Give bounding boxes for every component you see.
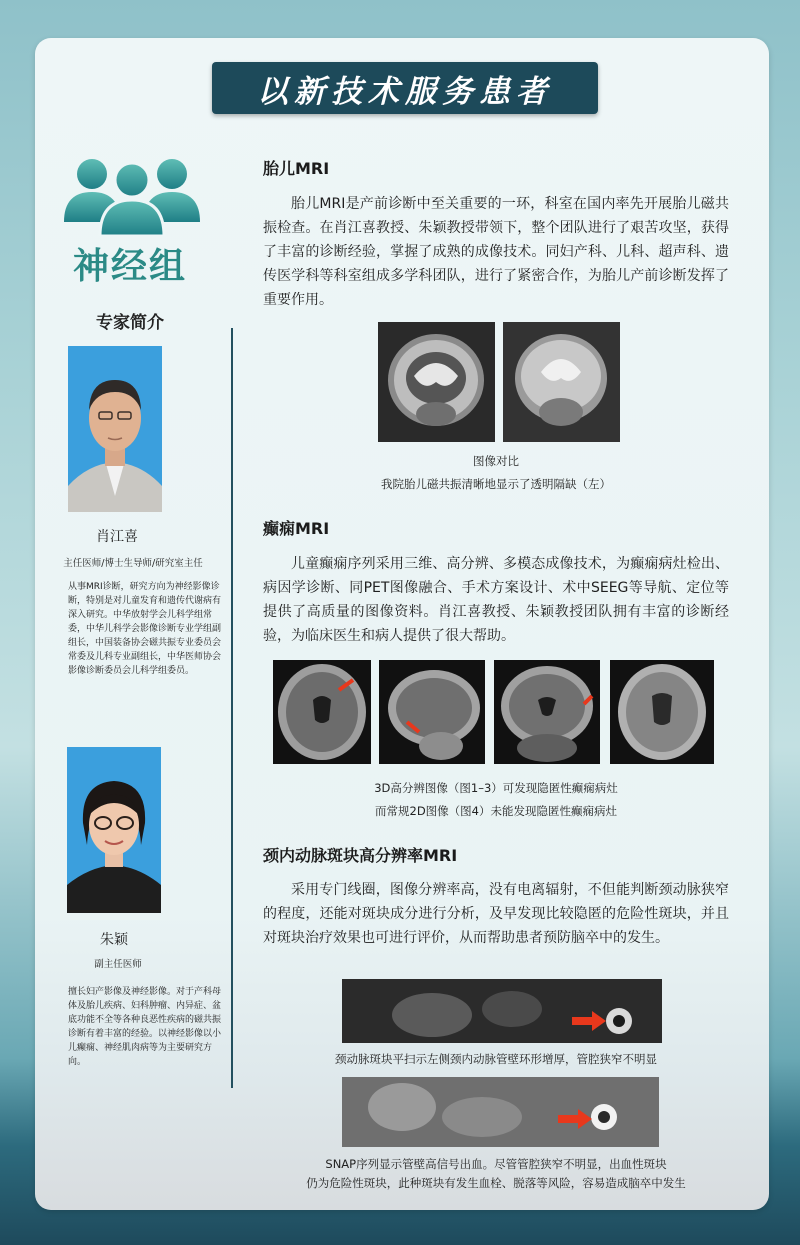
epilepsy-mri-image bbox=[610, 660, 714, 764]
section-text: 胎儿MRI是产前诊断中至关重要的一环，科室在国内率先开展胎儿磁共振检查。在肖江喜教授、朱颖教授带领下，整个团队进行了艰苦攻坚，获得了丰富的诊断经验，掌握了成熟的成像技术。同妇产科、儿科、超声科、遗传医学科等科室组成多学科团队，进行了紧密合作，为胎儿产前诊断发挥了重要作用。 bbox=[263, 196, 729, 308]
section-heading: 癫痫MRI bbox=[263, 519, 330, 538]
image-caption: SNAP序列显示管壁高信号出血。尽管管腔狭窄不明显，出血性斑块 bbox=[325, 1157, 667, 1171]
expert-title: 副主任医师 bbox=[94, 959, 142, 970]
image-caption: 而常规2D图像（图4）未能发现隐匿性癫痫病灶 bbox=[375, 804, 617, 818]
experts-heading: 专家简介 bbox=[96, 313, 164, 333]
banner-title: 以新技术服务患者 bbox=[257, 73, 553, 110]
expert-photo bbox=[68, 346, 162, 512]
expert-name: 朱颖 bbox=[100, 932, 128, 948]
image-caption: 颈动脉斑块平扫示左侧颈内动脉管壁环形增厚，管腔狭窄不明显 bbox=[335, 1052, 657, 1066]
section-text: 儿童癫痫序列采用三维、高分辨、多模态成像技术，为癫痫病灶检出、病因学诊断、同PET图像融合、手术方案设计、术中SEEG等导航、定位等提供了高质量的图像资料。肖江喜教授、朱颖教授团队拥有丰富的诊断经验，为临床医生和病人提供了很大帮助。 bbox=[263, 556, 729, 644]
expert-bio: 擅长妇产影像及神经影像。对于产科母体及胎儿疾病、妇科肿瘤、内异症、盆底功能不全等各种良恶性疾病的磁共振诊断有着丰富的经验。以神经影像以小儿癫痫、神经肌肉病等为主要研究方向。 bbox=[68, 987, 222, 1067]
section-heading: 胎儿MRI bbox=[263, 159, 330, 178]
image-caption: 3D高分辨图像（图1–3）可发现隐匿性癫痫病灶 bbox=[374, 781, 618, 795]
carotid-mri-image bbox=[342, 979, 662, 1043]
fetal-mri-image bbox=[503, 322, 620, 442]
carotid-snap-mri-image bbox=[342, 1077, 659, 1147]
section-heading: 颈内动脉斑块高分辨率MRI bbox=[263, 846, 458, 865]
section-text: 采用专门线圈，图像分辨率高，没有电离辐射，不但能判断颈动脉狭窄的程度，还能对斑块成分进行分析，及早发现比较隐匿的危险性斑块，并且对斑块治疗效果也可进行评价，从而帮助患者预防脑卒中的发生。 bbox=[263, 882, 729, 946]
fetal-mri-image bbox=[378, 322, 495, 442]
image-caption: 仍为危险性斑块，此种斑块有发生血栓、脱落等风险，容易造成脑卒中发生 bbox=[306, 1176, 686, 1190]
title-banner bbox=[212, 62, 598, 114]
column-divider bbox=[231, 328, 233, 1088]
expert-title: 主任医师/博士生导师/研究室主任 bbox=[63, 558, 203, 569]
expert-photo bbox=[67, 747, 161, 913]
expert-name: 肖江喜 bbox=[96, 529, 138, 545]
epilepsy-mri-image bbox=[273, 660, 371, 764]
group-people-icon bbox=[62, 152, 202, 236]
expert-bio: 从事MRI诊断，研究方向为神经影像诊断，特别是对儿童发育和遗传代谢病有深入研究。中华放射学会儿科学组常委，中华儿科学会影像诊断专业学组副组长，中国装备协会磁共振专业委员会常委及儿科专业副组长，中华医师协会影像诊断委员会儿科学组委员。 bbox=[68, 582, 222, 676]
group-title: 神经组 bbox=[72, 246, 187, 287]
epilepsy-mri-image bbox=[379, 660, 485, 764]
image-caption: 我院胎儿磁共振清晰地显示了透明隔缺（左） bbox=[381, 477, 611, 491]
epilepsy-mri-image bbox=[494, 660, 600, 764]
image-caption: 图像对比 bbox=[473, 454, 519, 468]
